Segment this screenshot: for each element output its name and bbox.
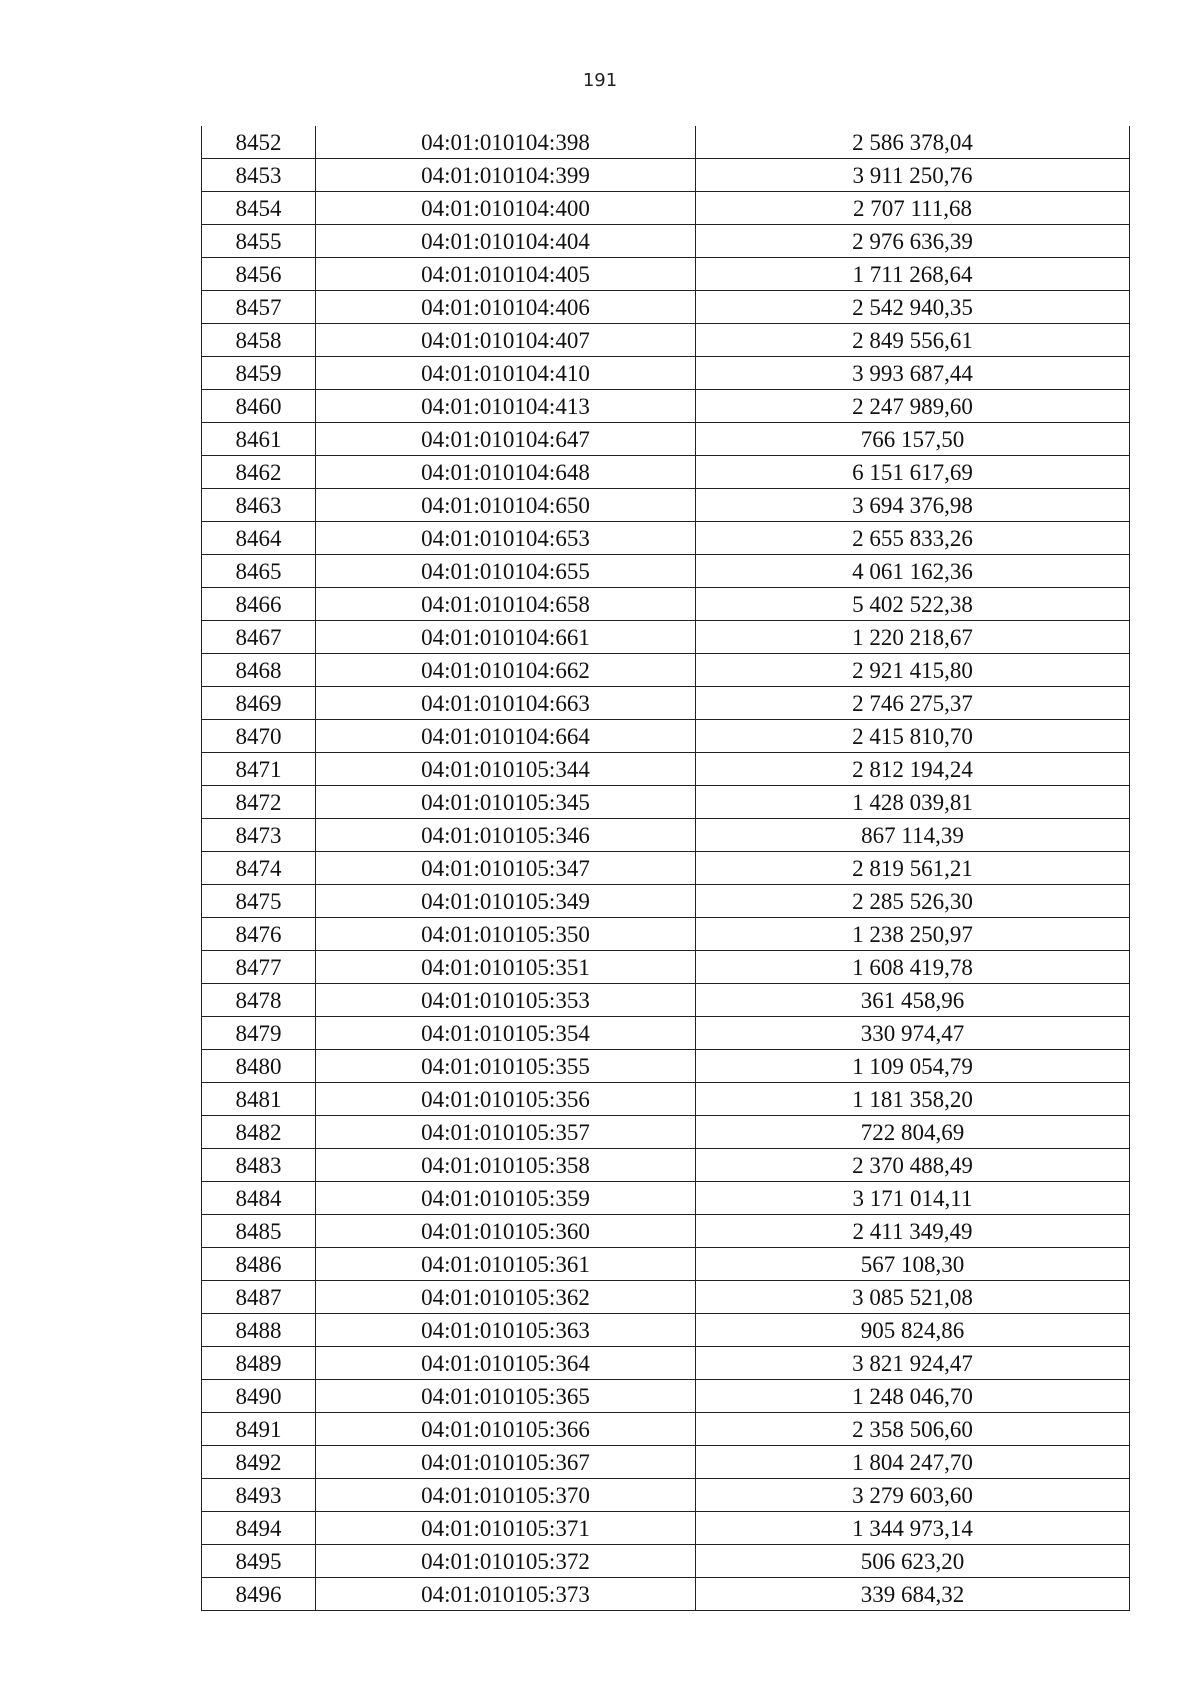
row-number-cell: 8464 — [202, 522, 316, 555]
cadastral-number-cell: 04:01:010104:398 — [316, 126, 696, 159]
cadastral-number-cell: 04:01:010104:399 — [316, 159, 696, 192]
cadastral-value-cell: 3 279 603,60 — [696, 1479, 1130, 1512]
cadastral-value-cell: 2 415 810,70 — [696, 720, 1130, 753]
row-number-cell: 8454 — [202, 192, 316, 225]
cadastral-number-cell: 04:01:010105:366 — [316, 1413, 696, 1446]
cadastral-value-cell: 1 711 268,64 — [696, 258, 1130, 291]
table-row — [202, 1413, 1130, 1446]
table-row — [202, 555, 1130, 588]
table-row — [202, 1314, 1130, 1347]
table-body — [202, 126, 1130, 1611]
cadastral-number-cell: 04:01:010105:359 — [316, 1182, 696, 1215]
cadastral-number-cell: 04:01:010105:361 — [316, 1248, 696, 1281]
cadastral-number-cell: 04:01:010104:663 — [316, 687, 696, 720]
cadastral-value-cell: 2 542 940,35 — [696, 291, 1130, 324]
cadastral-value-cell: 905 824,86 — [696, 1314, 1130, 1347]
cadastral-value-cell: 506 623,20 — [696, 1545, 1130, 1578]
row-number-cell: 8462 — [202, 456, 316, 489]
cadastral-number-cell: 04:01:010105:372 — [316, 1545, 696, 1578]
table-row — [202, 1149, 1130, 1182]
row-number-cell: 8474 — [202, 852, 316, 885]
table-row — [202, 225, 1130, 258]
row-number-cell: 8492 — [202, 1446, 316, 1479]
cadastral-number-cell: 04:01:010104:406 — [316, 291, 696, 324]
table-row — [202, 192, 1130, 225]
table-row — [202, 1182, 1130, 1215]
cadastral-value-cell: 361 458,96 — [696, 984, 1130, 1017]
table-row — [202, 852, 1130, 885]
cadastral-value-cell: 1 181 358,20 — [696, 1083, 1130, 1116]
table-row — [202, 1050, 1130, 1083]
cadastral-number-cell: 04:01:010105:363 — [316, 1314, 696, 1347]
table-row — [202, 753, 1130, 786]
row-number-cell: 8468 — [202, 654, 316, 687]
cadastral-number-cell: 04:01:010104:661 — [316, 621, 696, 654]
cadastral-value-cell: 2 586 378,04 — [696, 126, 1130, 159]
cadastral-number-cell: 04:01:010105:354 — [316, 1017, 696, 1050]
table-row — [202, 621, 1130, 654]
table-row — [202, 654, 1130, 687]
cadastral-number-cell: 04:01:010104:664 — [316, 720, 696, 753]
row-number-cell: 8480 — [202, 1050, 316, 1083]
cadastral-value-cell: 3 911 250,76 — [696, 159, 1130, 192]
table-row — [202, 159, 1130, 192]
cadastral-number-cell: 04:01:010105:365 — [316, 1380, 696, 1413]
row-number-cell: 8493 — [202, 1479, 316, 1512]
cadastral-value-cell: 1 344 973,14 — [696, 1512, 1130, 1545]
cadastral-number-cell: 04:01:010104:648 — [316, 456, 696, 489]
cadastral-value-cell: 567 108,30 — [696, 1248, 1130, 1281]
table-row — [202, 1545, 1130, 1578]
table-row — [202, 522, 1130, 555]
table-row — [202, 1380, 1130, 1413]
table-row — [202, 687, 1130, 720]
cadastral-value-cell: 3 085 521,08 — [696, 1281, 1130, 1314]
cadastral-number-cell: 04:01:010105:357 — [316, 1116, 696, 1149]
cadastral-number-cell: 04:01:010105:371 — [316, 1512, 696, 1545]
row-number-cell: 8460 — [202, 390, 316, 423]
cadastral-value-cell: 867 114,39 — [696, 819, 1130, 852]
row-number-cell: 8495 — [202, 1545, 316, 1578]
cadastral-value-cell: 4 061 162,36 — [696, 555, 1130, 588]
cadastral-value-cell: 2 285 526,30 — [696, 885, 1130, 918]
table-row — [202, 423, 1130, 456]
row-number-cell: 8489 — [202, 1347, 316, 1380]
row-number-cell: 8458 — [202, 324, 316, 357]
table-row — [202, 918, 1130, 951]
cadastral-number-cell: 04:01:010105:358 — [316, 1149, 696, 1182]
table-row — [202, 324, 1130, 357]
cadastral-value-cell: 1 428 039,81 — [696, 786, 1130, 819]
table-row — [202, 1248, 1130, 1281]
row-number-cell: 8488 — [202, 1314, 316, 1347]
cadastral-number-cell: 04:01:010104:655 — [316, 555, 696, 588]
cadastral-value-cell: 2 370 488,49 — [696, 1149, 1130, 1182]
cadastral-number-cell: 04:01:010104:650 — [316, 489, 696, 522]
row-number-cell: 8470 — [202, 720, 316, 753]
table-row — [202, 786, 1130, 819]
cadastral-number-cell: 04:01:010105:349 — [316, 885, 696, 918]
cadastral-number-cell: 04:01:010104:410 — [316, 357, 696, 390]
cadastral-number-cell: 04:01:010105:344 — [316, 753, 696, 786]
row-number-cell: 8487 — [202, 1281, 316, 1314]
table-row — [202, 390, 1130, 423]
cadastral-value-cell: 2 849 556,61 — [696, 324, 1130, 357]
row-number-cell: 8466 — [202, 588, 316, 621]
cadastral-value-cell: 3 821 924,47 — [696, 1347, 1130, 1380]
cadastral-value-cell: 2 247 989,60 — [696, 390, 1130, 423]
row-number-cell: 8455 — [202, 225, 316, 258]
cadastral-value-cell: 339 684,32 — [696, 1578, 1130, 1611]
cadastral-value-table — [201, 126, 1130, 1611]
row-number-cell: 8482 — [202, 1116, 316, 1149]
table-row — [202, 1281, 1130, 1314]
table-row — [202, 588, 1130, 621]
row-number-cell: 8471 — [202, 753, 316, 786]
cadastral-value-cell: 722 804,69 — [696, 1116, 1130, 1149]
row-number-cell: 8483 — [202, 1149, 316, 1182]
cadastral-number-cell: 04:01:010105:347 — [316, 852, 696, 885]
cadastral-value-cell: 3 993 687,44 — [696, 357, 1130, 390]
cadastral-number-cell: 04:01:010105:351 — [316, 951, 696, 984]
cadastral-value-cell: 2 655 833,26 — [696, 522, 1130, 555]
cadastral-value-cell: 2 358 506,60 — [696, 1413, 1130, 1446]
cadastral-number-cell: 04:01:010104:653 — [316, 522, 696, 555]
row-number-cell: 8478 — [202, 984, 316, 1017]
table-row — [202, 456, 1130, 489]
table-row — [202, 1512, 1130, 1545]
row-number-cell: 8485 — [202, 1215, 316, 1248]
cadastral-number-cell: 04:01:010105:367 — [316, 1446, 696, 1479]
row-number-cell: 8452 — [202, 126, 316, 159]
table-row — [202, 1215, 1130, 1248]
table-row — [202, 1347, 1130, 1380]
cadastral-number-cell: 04:01:010104:647 — [316, 423, 696, 456]
page-number: 191 — [582, 70, 618, 91]
table-row — [202, 126, 1130, 159]
row-number-cell: 8490 — [202, 1380, 316, 1413]
cadastral-value-cell: 2 707 111,68 — [696, 192, 1130, 225]
cadastral-value-cell: 6 151 617,69 — [696, 456, 1130, 489]
cadastral-number-cell: 04:01:010105:345 — [316, 786, 696, 819]
cadastral-number-cell: 04:01:010105:356 — [316, 1083, 696, 1116]
cadastral-number-cell: 04:01:010105:353 — [316, 984, 696, 1017]
row-number-cell: 8494 — [202, 1512, 316, 1545]
cadastral-number-cell: 04:01:010104:658 — [316, 588, 696, 621]
cadastral-number-cell: 04:01:010104:400 — [316, 192, 696, 225]
cadastral-value-cell: 1 238 250,97 — [696, 918, 1130, 951]
cadastral-number-cell: 04:01:010105:362 — [316, 1281, 696, 1314]
cadastral-value-cell: 5 402 522,38 — [696, 588, 1130, 621]
row-number-cell: 8481 — [202, 1083, 316, 1116]
table-row — [202, 1116, 1130, 1149]
table-row — [202, 489, 1130, 522]
row-number-cell: 8484 — [202, 1182, 316, 1215]
cadastral-number-cell: 04:01:010104:407 — [316, 324, 696, 357]
cadastral-value-cell: 3 694 376,98 — [696, 489, 1130, 522]
cadastral-number-cell: 04:01:010104:404 — [316, 225, 696, 258]
cadastral-number-cell: 04:01:010105:350 — [316, 918, 696, 951]
row-number-cell: 8486 — [202, 1248, 316, 1281]
cadastral-number-cell: 04:01:010104:405 — [316, 258, 696, 291]
row-number-cell: 8459 — [202, 357, 316, 390]
cadastral-value-cell: 1 608 419,78 — [696, 951, 1130, 984]
row-number-cell: 8467 — [202, 621, 316, 654]
table-row — [202, 951, 1130, 984]
cadastral-number-cell: 04:01:010105:370 — [316, 1479, 696, 1512]
cadastral-value-cell: 1 248 046,70 — [696, 1380, 1130, 1413]
cadastral-number-cell: 04:01:010105:355 — [316, 1050, 696, 1083]
row-number-cell: 8456 — [202, 258, 316, 291]
cadastral-number-cell: 04:01:010104:662 — [316, 654, 696, 687]
row-number-cell: 8496 — [202, 1578, 316, 1611]
row-number-cell: 8465 — [202, 555, 316, 588]
cadastral-value-cell: 2 921 415,80 — [696, 654, 1130, 687]
cadastral-number-cell: 04:01:010105:346 — [316, 819, 696, 852]
cadastral-number-cell: 04:01:010104:413 — [316, 390, 696, 423]
cadastral-number-cell: 04:01:010105:360 — [316, 1215, 696, 1248]
cadastral-number-cell: 04:01:010105:364 — [316, 1347, 696, 1380]
table-row — [202, 1578, 1130, 1611]
cadastral-value-cell: 2 411 349,49 — [696, 1215, 1130, 1248]
cadastral-value-cell: 330 974,47 — [696, 1017, 1130, 1050]
table-row — [202, 720, 1130, 753]
row-number-cell: 8472 — [202, 786, 316, 819]
table-row — [202, 1017, 1130, 1050]
table-row — [202, 1446, 1130, 1479]
table-row — [202, 1479, 1130, 1512]
cadastral-number-cell: 04:01:010105:373 — [316, 1578, 696, 1611]
cadastral-value-cell: 2 746 275,37 — [696, 687, 1130, 720]
row-number-cell: 8457 — [202, 291, 316, 324]
row-number-cell: 8491 — [202, 1413, 316, 1446]
cadastral-value-cell: 2 976 636,39 — [696, 225, 1130, 258]
cadastral-value-cell: 1 109 054,79 — [696, 1050, 1130, 1083]
table-row — [202, 258, 1130, 291]
cadastral-value-cell: 2 812 194,24 — [696, 753, 1130, 786]
cadastral-value-cell: 1 220 218,67 — [696, 621, 1130, 654]
row-number-cell: 8453 — [202, 159, 316, 192]
cadastral-value-cell: 3 171 014,11 — [696, 1182, 1130, 1215]
row-number-cell: 8463 — [202, 489, 316, 522]
table-row — [202, 1083, 1130, 1116]
table-row — [202, 885, 1130, 918]
table-row — [202, 819, 1130, 852]
cadastral-value-cell: 1 804 247,70 — [696, 1446, 1130, 1479]
row-number-cell: 8479 — [202, 1017, 316, 1050]
cadastral-value-cell: 2 819 561,21 — [696, 852, 1130, 885]
table-row — [202, 984, 1130, 1017]
row-number-cell: 8475 — [202, 885, 316, 918]
cadastral-value-cell: 766 157,50 — [696, 423, 1130, 456]
row-number-cell: 8477 — [202, 951, 316, 984]
table-row — [202, 291, 1130, 324]
row-number-cell: 8473 — [202, 819, 316, 852]
row-number-cell: 8461 — [202, 423, 316, 456]
row-number-cell: 8476 — [202, 918, 316, 951]
row-number-cell: 8469 — [202, 687, 316, 720]
table-row — [202, 357, 1130, 390]
